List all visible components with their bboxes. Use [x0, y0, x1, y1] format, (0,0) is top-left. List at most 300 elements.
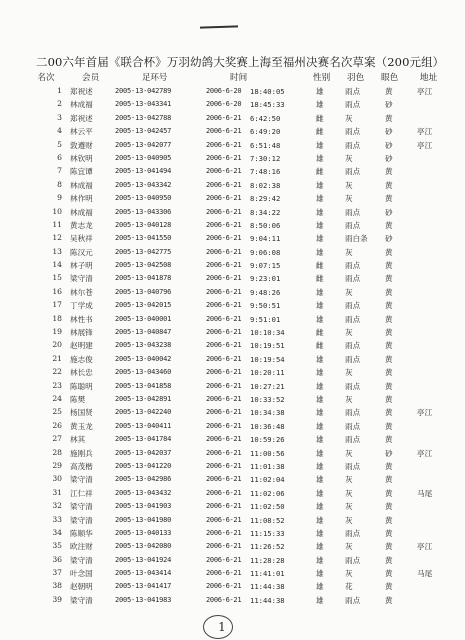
cell-member: 林展锋	[70, 328, 93, 338]
cell-ring: 2005-13-041878	[115, 274, 172, 283]
cell-time: 9:23:01	[250, 274, 281, 284]
cell-time: 11:02:50	[250, 502, 285, 512]
cell-ring: 2005-13-043306	[115, 207, 172, 216]
cell-date: 2006-6-21	[206, 207, 242, 216]
header-rank: 名次	[37, 73, 55, 83]
cell-sex: 雄	[316, 247, 324, 257]
cell-feather: 雨点	[345, 461, 361, 471]
cell-rank: 36	[52, 554, 62, 564]
cell-eye: 砂	[385, 100, 393, 110]
cell-feather: 雨点	[345, 127, 361, 137]
cell-address: 亭江	[417, 87, 433, 96]
cell-member: 丁学成	[70, 301, 93, 311]
cell-rank: 17	[52, 300, 62, 310]
table-row	[0, 247, 465, 260]
cell-time: 10:27:21	[250, 381, 285, 391]
cell-eye: 黄	[385, 328, 393, 338]
cell-feather: 雨点	[345, 140, 361, 150]
cell-member: 梁守清	[70, 595, 93, 605]
cell-date: 2006-6-21	[206, 274, 242, 283]
cell-eye: 黄	[385, 569, 393, 579]
cell-time: 11:44:38	[250, 595, 285, 605]
cell-sex: 雄	[316, 194, 324, 204]
cell-member: 欧注财	[70, 542, 93, 552]
cell-eye: 黄	[385, 595, 393, 605]
cell-sex: 雄	[316, 435, 324, 445]
cell-address: 马尾	[417, 488, 433, 498]
cell-feather: 灰	[345, 475, 353, 485]
cell-time: 10:36:48	[250, 421, 285, 431]
cell-member: 林尔苍	[70, 287, 93, 297]
cell-feather: 雨点	[345, 381, 361, 391]
cell-rank: 27	[52, 434, 62, 444]
cell-rank: 25	[52, 407, 62, 417]
table-row	[0, 287, 465, 300]
cell-eye: 黄	[385, 408, 393, 418]
cell-eye: 黄	[385, 87, 393, 96]
cell-rank: 14	[52, 260, 62, 270]
cell-member: 林成福	[70, 100, 93, 110]
cell-time: 8:02:38	[250, 180, 281, 190]
table-row	[0, 99, 465, 112]
cell-time: 6:51:48	[250, 140, 281, 150]
cell-address: 亭江	[417, 542, 433, 552]
header-member: 会员	[82, 73, 100, 83]
cell-member: 林成福	[70, 180, 93, 190]
cell-address: 亭江	[417, 127, 433, 137]
cell-eye: 黄	[385, 180, 393, 190]
cell-sex: 雄	[316, 220, 324, 230]
cell-ring: 2005-13-041220	[115, 461, 172, 470]
cell-feather: 雨点	[345, 274, 361, 284]
cell-time: 10:19:51	[250, 341, 285, 351]
cell-time: 18:45:33	[250, 100, 285, 110]
cell-feather: 灰	[345, 194, 353, 204]
cell-eye: 黄	[385, 528, 393, 538]
table-row	[0, 541, 465, 554]
cell-rank: 21	[52, 353, 62, 363]
cell-member: 江仁祥	[70, 488, 93, 498]
cell-feather: 灰	[345, 448, 353, 458]
cell-rank: 22	[52, 367, 62, 377]
cell-member: 赵明建	[70, 341, 93, 351]
cell-feather: 灰	[345, 515, 353, 525]
table-row	[0, 86, 465, 99]
cell-member: 陈顺华	[70, 528, 93, 538]
cell-sex: 雌	[316, 113, 324, 123]
header-feather: 羽色	[347, 73, 365, 83]
cell-date: 2006-6-21	[206, 542, 242, 551]
table-row	[0, 367, 465, 380]
cell-sex: 雄	[316, 140, 324, 150]
cell-sex: 雄	[316, 528, 324, 538]
table-row	[0, 166, 465, 179]
cell-rank: 9	[57, 193, 62, 203]
cell-feather: 灰	[345, 368, 353, 378]
cell-rank: 31	[52, 487, 62, 497]
cell-date: 2006-6-21	[206, 488, 242, 497]
page-number: 1	[218, 620, 226, 634]
cell-rank: 34	[52, 527, 62, 537]
cell-date: 2006-6-21	[206, 113, 242, 122]
cell-member: 敦遵财	[70, 140, 93, 150]
cell-feather: 雨点	[345, 354, 361, 364]
cell-ring: 2005-13-040905	[115, 153, 172, 162]
table-row	[0, 421, 465, 434]
cell-rank: 38	[52, 581, 62, 591]
cell-member: 梁守清	[70, 274, 93, 284]
cell-ring: 2005-13-043341	[115, 100, 172, 109]
cell-time: 9:04:11	[250, 234, 281, 244]
cell-eye: 黄	[385, 354, 393, 364]
cell-eye: 黄	[385, 274, 393, 284]
cell-time: 8:29:42	[250, 194, 281, 204]
cell-eye: 黄	[385, 287, 393, 297]
cell-date: 2006-6-21	[206, 167, 242, 176]
cell-time: 7:30:12	[250, 153, 281, 163]
cell-feather: 雨点	[345, 100, 361, 110]
cell-member: 陈聪明	[70, 381, 93, 391]
cell-address: 亭江	[417, 140, 433, 150]
cell-date: 2006-6-21	[206, 287, 242, 296]
header-sex: 性别	[313, 73, 331, 83]
cell-feather: 灰	[345, 569, 353, 579]
cell-rank: 13	[52, 246, 62, 256]
cell-member: 林性书	[70, 314, 93, 324]
cell-feather: 雨点	[345, 314, 361, 324]
cell-rank: 2	[57, 99, 62, 109]
cell-member: 林作明	[70, 194, 93, 204]
table-row	[0, 394, 465, 407]
cell-time: 8:50:06	[250, 220, 281, 230]
cell-ring: 2005-13-041980	[115, 515, 172, 524]
cell-eye: 黄	[385, 555, 393, 565]
table-row	[0, 515, 465, 528]
cell-rank: 35	[52, 541, 62, 551]
cell-eye: 砂	[385, 207, 393, 217]
cell-feather: 雨白条	[345, 234, 368, 244]
table-row	[0, 595, 465, 608]
cell-time: 9:06:08	[250, 247, 281, 257]
table-row	[0, 488, 465, 501]
cell-member: 梁守清	[70, 555, 93, 565]
cell-rank: 6	[57, 152, 62, 162]
cell-sex: 雄	[316, 153, 324, 163]
table-row	[0, 207, 465, 220]
cell-eye: 黄	[385, 167, 393, 177]
cell-rank: 4	[57, 126, 62, 136]
cell-feather: 灰	[345, 113, 353, 123]
cell-member: 梁守清	[70, 502, 93, 512]
cell-feather: 雨点	[345, 341, 361, 351]
cell-sex: 雄	[316, 381, 324, 391]
cell-time: 11:28:28	[250, 555, 285, 565]
cell-sex: 雌	[316, 274, 324, 284]
cell-date: 2006-6-21	[206, 127, 242, 136]
cell-ring: 2005-13-042077	[115, 140, 172, 149]
cell-time: 11:00:56	[250, 448, 285, 458]
cell-member: 林钦明	[70, 153, 93, 163]
cell-rank: 20	[52, 340, 62, 350]
cell-feather: 雨点	[345, 435, 361, 445]
cell-ring: 2005-13-041550	[115, 234, 172, 243]
cell-ring: 2005-13-042788	[115, 113, 172, 122]
cell-ring: 2005-13-040133	[115, 528, 172, 537]
cell-rank: 39	[52, 594, 62, 604]
cell-rank: 26	[52, 420, 62, 430]
cell-feather: 灰	[345, 287, 353, 297]
table-row	[0, 340, 465, 353]
cell-date: 2006-6-21	[206, 475, 242, 484]
cell-member: 黄志龙	[70, 220, 93, 230]
cell-ring: 2005-13-040042	[115, 354, 172, 363]
cell-member: 郑祝述	[70, 113, 93, 123]
table-row	[0, 273, 465, 286]
cell-rank: 5	[57, 139, 62, 149]
cell-time: 10:19:54	[250, 354, 285, 364]
cell-eye: 砂	[385, 448, 393, 458]
cell-eye: 黄	[385, 194, 393, 204]
cell-sex: 雄	[316, 408, 324, 418]
cell-feather: 雨点	[345, 261, 361, 271]
cell-feather: 灰	[345, 394, 353, 404]
cell-time: 11:08:52	[250, 515, 285, 525]
cell-ring: 2005-13-040796	[115, 287, 172, 296]
cell-eye: 黄	[385, 582, 393, 592]
cell-member: 叶念国	[70, 569, 93, 579]
table-row	[0, 153, 465, 166]
cell-date: 2006-6-21	[206, 328, 242, 337]
cell-date: 2006-6-21	[206, 301, 242, 310]
cell-ring: 2005-13-040411	[115, 421, 172, 430]
table-row	[0, 260, 465, 273]
table-row	[0, 568, 465, 581]
cell-rank: 24	[52, 393, 62, 403]
cell-sex: 雄	[316, 595, 324, 605]
cell-ring: 2005-13-041417	[115, 582, 172, 591]
cell-sex: 雄	[316, 207, 324, 217]
cell-member: 高茂楷	[70, 461, 93, 471]
cell-rank: 15	[52, 273, 62, 283]
cell-ring: 2005-13-042508	[115, 261, 172, 270]
cell-ring: 2005-13-043414	[115, 569, 172, 578]
cell-date: 2006-6-21	[206, 435, 242, 444]
cell-time: 11:15:33	[250, 528, 285, 538]
cell-ring: 2005-13-041784	[115, 435, 172, 444]
cell-sex: 雄	[316, 582, 324, 592]
cell-date: 2006-6-21	[206, 528, 242, 537]
table-row	[0, 581, 465, 594]
cell-time: 18:40:05	[250, 87, 285, 96]
cell-member: 林成福	[70, 207, 93, 217]
cell-date: 2006-6-21	[206, 180, 242, 189]
cell-date: 2006-6-21	[206, 354, 242, 363]
cell-rank: 19	[52, 327, 62, 337]
cell-rank: 1	[57, 86, 62, 95]
cell-eye: 黄	[385, 381, 393, 391]
table-row	[0, 113, 465, 126]
cell-time: 9:51:01	[250, 314, 281, 324]
cell-date: 2006-6-21	[206, 314, 242, 323]
cell-time: 6:42:50	[250, 113, 281, 123]
table-row	[0, 354, 465, 367]
cell-sex: 雌	[316, 127, 324, 137]
cell-feather: 灰	[345, 153, 353, 163]
table-row	[0, 314, 465, 327]
cell-ring: 2005-13-043342	[115, 180, 172, 189]
cell-eye: 砂	[385, 153, 393, 163]
cell-time: 11:41:01	[250, 569, 285, 579]
cell-eye: 黄	[385, 461, 393, 471]
cell-eye: 黄	[385, 220, 393, 230]
cell-sex: 雌	[316, 341, 324, 351]
table-row	[0, 434, 465, 447]
cell-time: 11:26:52	[250, 542, 285, 552]
ranking-table	[0, 86, 465, 608]
cell-time: 10:59:26	[250, 435, 285, 445]
cell-ring: 2005-13-042240	[115, 408, 172, 417]
cell-ring: 2005-13-042457	[115, 127, 172, 136]
table-row	[0, 461, 465, 474]
cell-member: 施刚兵	[70, 448, 93, 458]
cell-time: 10:10:34	[250, 328, 285, 338]
table-row	[0, 140, 465, 153]
cell-sex: 雄	[316, 448, 324, 458]
cell-date: 2006-6-21	[206, 408, 242, 417]
header-time: 时间	[230, 73, 248, 83]
cell-member: 郑祝述	[70, 87, 93, 96]
table-row	[0, 300, 465, 313]
cell-eye: 黄	[385, 488, 393, 498]
cell-feather: 雨点	[345, 421, 361, 431]
cell-date: 2006-6-21	[206, 595, 242, 604]
cell-time: 10:34:38	[250, 408, 285, 418]
cell-member: 林子明	[70, 261, 93, 271]
cell-feather: 灰	[345, 542, 353, 552]
cell-rank: 10	[52, 206, 62, 216]
table-row	[0, 233, 465, 246]
cell-sex: 雄	[316, 488, 324, 498]
cell-date: 2006-6-20	[206, 87, 242, 95]
cell-sex: 雄	[316, 421, 324, 431]
cell-rank: 3	[57, 112, 62, 122]
cell-ring: 2005-13-041983	[115, 595, 172, 604]
table-row	[0, 193, 465, 206]
cell-eye: 黄	[385, 502, 393, 512]
cell-date: 2006-6-21	[206, 515, 242, 524]
cell-sex: 雄	[316, 502, 324, 512]
cell-sex: 雄	[316, 234, 324, 244]
cell-sex: 雌	[316, 261, 324, 271]
cell-eye: 黄	[385, 421, 393, 431]
cell-eye: 砂	[385, 127, 393, 137]
cell-member: 梁守清	[70, 475, 93, 485]
cell-eye: 黄	[385, 301, 393, 311]
cell-eye: 黄	[385, 113, 393, 123]
cell-eye: 黄	[385, 435, 393, 445]
cell-sex: 雄	[316, 475, 324, 485]
cell-time: 6:49:20	[250, 127, 281, 137]
cell-ring: 2005-13-042789	[115, 87, 172, 95]
cell-ring: 2005-13-043460	[115, 368, 172, 377]
cell-member: 陈宜谭	[70, 167, 93, 177]
cell-member: 黄玉龙	[70, 421, 93, 431]
cell-date: 2006-6-21	[206, 341, 242, 350]
cell-date: 2006-6-21	[206, 140, 242, 149]
cell-rank: 37	[52, 568, 62, 578]
cell-time: 9:07:15	[250, 261, 281, 271]
cell-address: 亭江	[417, 448, 433, 458]
cell-rank: 8	[57, 179, 62, 189]
cell-ring: 2005-13-043238	[115, 341, 172, 350]
cell-sex: 雄	[316, 569, 324, 579]
cell-sex: 雌	[316, 328, 324, 338]
cell-ring: 2005-13-042986	[115, 475, 172, 484]
table-row	[0, 126, 465, 139]
cell-member: 赵朝明	[70, 582, 93, 592]
cell-feather: 花	[345, 582, 353, 592]
table-row	[0, 474, 465, 487]
cell-eye: 黄	[385, 515, 393, 525]
cell-rank: 7	[57, 166, 62, 176]
cell-feather: 雨点	[345, 207, 361, 217]
cell-ring: 2005-13-042037	[115, 448, 172, 457]
cell-ring: 2005-13-041924	[115, 555, 172, 564]
cell-time: 11:01:38	[250, 461, 285, 471]
cell-eye: 黄	[385, 341, 393, 351]
cell-time: 11:02:04	[250, 475, 285, 485]
table-row	[0, 381, 465, 394]
cell-feather: 雨点	[345, 220, 361, 230]
cell-ring: 2005-13-042775	[115, 247, 172, 256]
document-title: 二00六年首届《联合杯》万羽幼鸽大奖赛上海至福州决赛名次草案（200元组）	[36, 55, 445, 69]
header-eye: 眼色	[381, 73, 399, 83]
cell-sex: 雄	[316, 461, 324, 471]
cell-feather: 灰	[345, 502, 353, 512]
cell-rank: 33	[52, 514, 62, 524]
cell-ring: 2005-13-040001	[115, 314, 172, 323]
cell-member: 陈汉元	[70, 247, 93, 257]
cell-feather: 雨点	[345, 555, 361, 565]
cell-feather: 灰	[345, 328, 353, 338]
cell-time: 11:44:38	[250, 582, 285, 592]
cell-member: 施志俊	[70, 354, 93, 364]
cell-sex: 雄	[316, 314, 324, 324]
cell-date: 2006-6-21	[206, 461, 242, 470]
cell-eye: 砂	[385, 234, 393, 244]
cell-sex: 雄	[316, 87, 324, 96]
table-row	[0, 448, 465, 461]
cell-date: 2006-6-21	[206, 448, 242, 457]
cell-eye: 黄	[385, 247, 393, 257]
cell-sex: 雄	[316, 394, 324, 404]
cell-eye: 黄	[385, 394, 393, 404]
cell-feather: 雨点	[345, 167, 361, 177]
cell-date: 2006-6-21	[206, 153, 242, 162]
cell-eye: 砂	[385, 140, 393, 150]
table-row	[0, 180, 465, 193]
cell-date: 2006-6-21	[206, 234, 242, 243]
cell-feather: 灰	[345, 488, 353, 498]
cell-date: 2006-6-21	[206, 394, 242, 403]
cell-date: 2006-6-21	[206, 194, 242, 203]
cell-rank: 29	[52, 460, 62, 470]
cell-feather: 雨点	[345, 595, 361, 605]
cell-feather: 雨点	[345, 87, 361, 96]
cell-date: 2006-6-21	[206, 220, 242, 229]
cell-feather: 雨点	[345, 408, 361, 418]
cell-ring: 2005-13-040128	[115, 220, 172, 229]
